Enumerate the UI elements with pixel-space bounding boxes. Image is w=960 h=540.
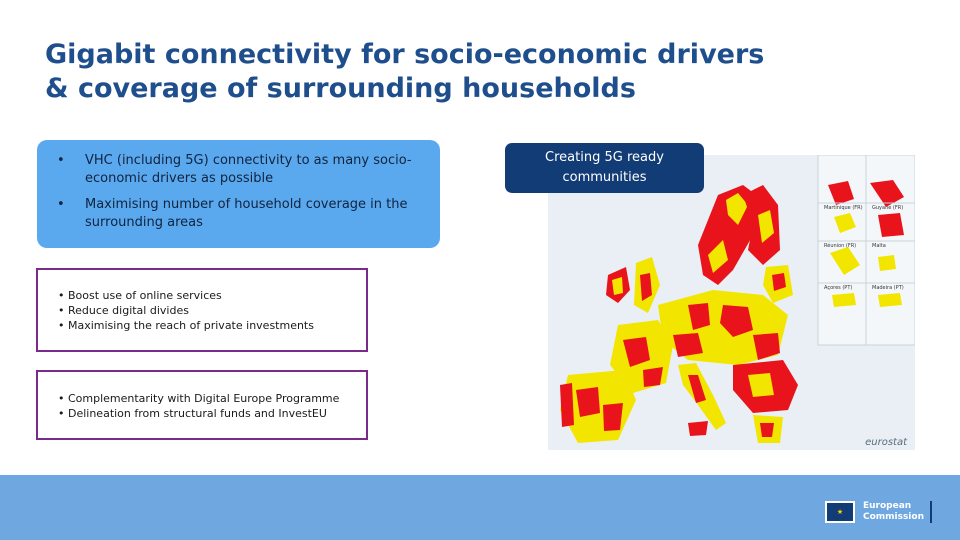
inset-label: Açores (PT) (824, 285, 853, 291)
title-line-2: & coverage of surrounding households (45, 73, 636, 104)
europe-coverage-map (548, 155, 915, 450)
benefits-box (36, 268, 368, 352)
objective-text: VHC (including 5G) connectivity to as many socio-economic drivers as possible (85, 153, 412, 186)
european-commission-logo (825, 497, 932, 527)
complementarity-item: • Delineation from structural funds and InvestEU (58, 407, 327, 420)
badge-line-2: communities (562, 170, 647, 185)
map-source-credit: eurostat (865, 437, 907, 448)
title-line-1: Gigabit connectivity for socio-economic drivers (45, 39, 765, 70)
logo-line-2: Commission (862, 512, 924, 522)
map-graphic (548, 155, 915, 450)
objectives-box (37, 140, 440, 248)
complementarity-item: • Complementarity with Digital Europe Programme (58, 392, 340, 405)
ec-logo-text (863, 501, 932, 523)
complementarity-box (36, 370, 368, 440)
eu-flag-icon: ★ (825, 501, 855, 523)
benefit-item: • Maximising the reach of private investments (58, 319, 314, 332)
inset-label: Guyane (FR) (872, 205, 904, 211)
benefit-item: • Boost use of online services (58, 289, 222, 302)
objective-item (57, 196, 420, 232)
objective-text: Maximising number of household coverage in the surrounding areas (85, 197, 408, 230)
inset-label: Martinique (FR) (824, 205, 863, 211)
objective-item (57, 152, 420, 188)
logo-line-1: European (862, 501, 912, 511)
benefit-item: • Reduce digital divides (58, 304, 189, 317)
5g-communities-badge (505, 143, 704, 193)
slide-title (45, 38, 805, 106)
badge-line-1: Creating 5G ready (545, 150, 664, 165)
bullet-marker: • (57, 197, 65, 212)
inset-label: Malta (872, 243, 886, 249)
inset-label: Réunion (FR) (824, 243, 857, 249)
footer-band (0, 475, 960, 540)
bullet-marker: • (57, 153, 65, 168)
inset-label: Madeira (PT) (872, 285, 904, 291)
